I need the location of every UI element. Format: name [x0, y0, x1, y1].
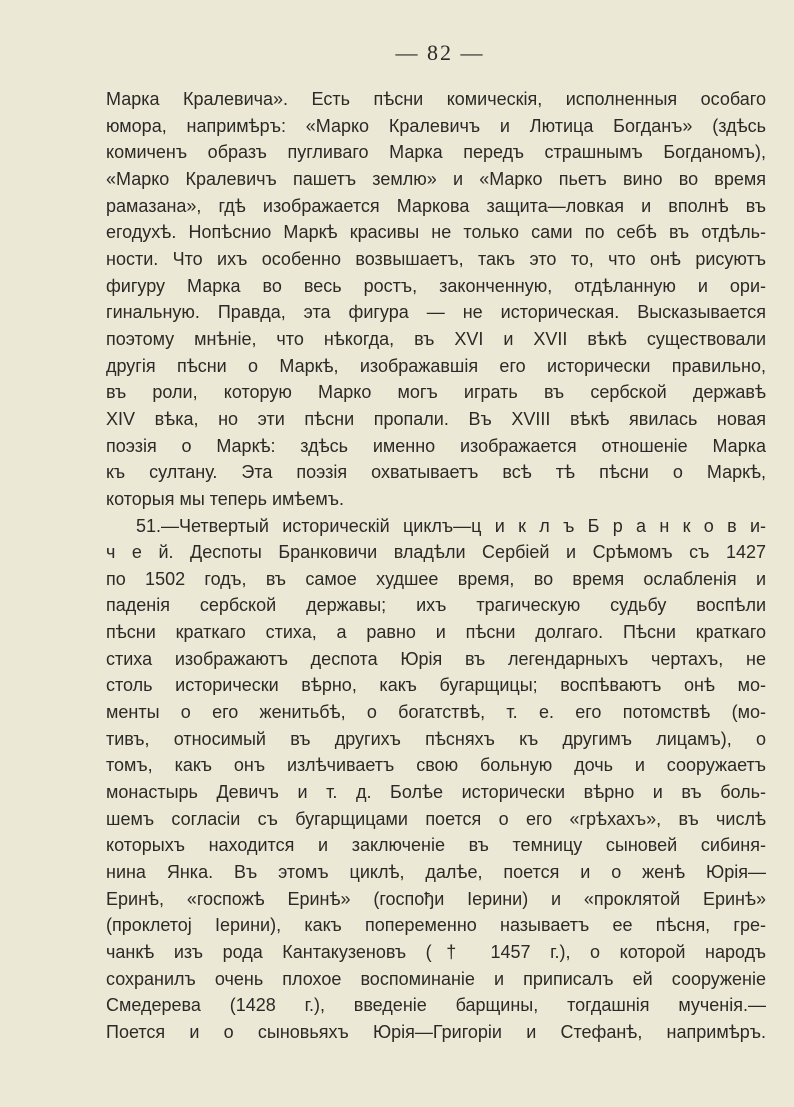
text-line: рамазана», гдѣ изображается Маркова защита—ловкая и вполнѣ въ: [106, 195, 766, 216]
text-line: Еринѣ, «госпожѣ Еринѣ» (госпођи Іерини) и «проклятой Еринѣ»: [106, 888, 766, 909]
text-line: Смедерева (1428 г.), введеніе барщины, тогдашнія мученія.—: [106, 995, 766, 1016]
text-line: шемъ согласіи съ бугарщицами поется о его «грѣхахъ», въ числѣ: [106, 808, 766, 829]
text-line: менты о его женитьбѣ, о богатствѣ, т. е. его потомствѣ (мо-: [106, 702, 766, 723]
text-line: ности. Что ихъ особенно возвышаетъ, такъ это то, что онѣ рисуютъ: [106, 248, 766, 269]
text-line: стиха изображаютъ деспота Юрія въ легендарныхъ чертахъ, не: [106, 648, 766, 669]
text-line: тивъ, относимый въ другихъ пѣсняхъ къ другимъ лицамъ), о: [106, 728, 766, 749]
page-number: — 82 —: [395, 40, 485, 65]
text-line: столь исторически вѣрно, какъ бугарщицы; воспѣваютъ онѣ мо-: [106, 675, 766, 696]
text-line: монастырь Девичъ и т. д. Болѣе исторически вѣрно и въ боль-: [106, 782, 766, 803]
body-text: [106, 86, 766, 1046]
text-line: которыхъ находится и заключеніе въ темницу сыновей сибиня-: [106, 835, 766, 856]
text-line: юмора, напримѣръ: «Марко Кралевичъ и Лютица Богданъ» (здѣсь: [106, 115, 766, 136]
text-line: Поется и о сыновьяхъ Юрія—Григоріи и Стефанѣ, напримѣръ.: [106, 1021, 766, 1042]
text-line: которыя мы теперь имѣемъ.: [106, 488, 345, 509]
text-line: по 1502 годъ, въ самое худшее время, во время ослабленія и: [106, 568, 766, 589]
text-line: другія пѣсни о Маркѣ, изображавшія его исторически правильно,: [106, 355, 766, 376]
text-line: къ султану. Эта поэзія охватываетъ всѣ тѣ пѣсни о Маркѣ,: [106, 462, 766, 483]
text-line: чанкѣ изъ рода Кантакузеновъ († 1457 г.), о которой народъ: [106, 942, 766, 962]
text-line: поэтому мнѣніе, что нѣкогда, въ XVI и XVII вѣкѣ существовали: [106, 328, 766, 349]
text-line: сохранилъ очень плохое воспоминаніе и приписалъ ей сооруженіе: [106, 968, 766, 989]
text-line: въ роли, которую Марко могъ играть въ сербской державѣ: [106, 382, 766, 403]
text-line: нина Янка. Въ этомъ циклѣ, далѣе, поется и о женѣ Юрія—: [106, 862, 766, 883]
text-line: пѣсни краткаго стиха, а равно и пѣсни долгаго. Пѣсни краткаго: [106, 622, 766, 643]
text-line: XIV вѣка, но эти пѣсни пропали. Въ XVIII вѣкѣ явилась новая: [106, 408, 766, 429]
text-line: «Марко Кралевичъ пашетъ землю» и «Марко пьетъ вино во время: [106, 168, 766, 189]
text-line: (проклетој Іерини), какъ попеременно называетъ ее пѣсня, гре-: [106, 915, 766, 936]
text-line: комиченъ образъ пугливаго Марка передъ страшнымъ Богданомъ),: [106, 142, 766, 163]
text-line: ч е й. Деспоты Бранковичи владѣли Сербіей и Срѣмомъ съ 1427: [106, 542, 766, 563]
text-line: поэзія о Маркѣ: здѣсь именно изображается отношеніе Марка: [106, 435, 766, 456]
text-line: томъ, какъ онъ излѣчиваетъ свою больную дочь и сооружаетъ: [106, 755, 766, 776]
text-line: паденія сербской державы; ихъ трагическую судьбу воспѣли: [106, 595, 766, 616]
text-line: гинальную. Правда, эта фигура — не историческая. Высказывается: [106, 302, 766, 323]
text-line: фигуру Марка во весь ростъ, законченную, отдѣланную и ори-: [106, 275, 766, 296]
text-line: Марка Кралевича». Есть пѣсни комическія, исполненныя особаго: [106, 89, 766, 109]
text-line: егодухѣ. Нопѣснио Маркѣ красивы не только сами по себѣ въ отдѣль-: [106, 222, 766, 243]
text-line: 51.—Четвертый историческій циклъ—ц и к л ъ Б р а н к о в и-: [136, 515, 766, 536]
